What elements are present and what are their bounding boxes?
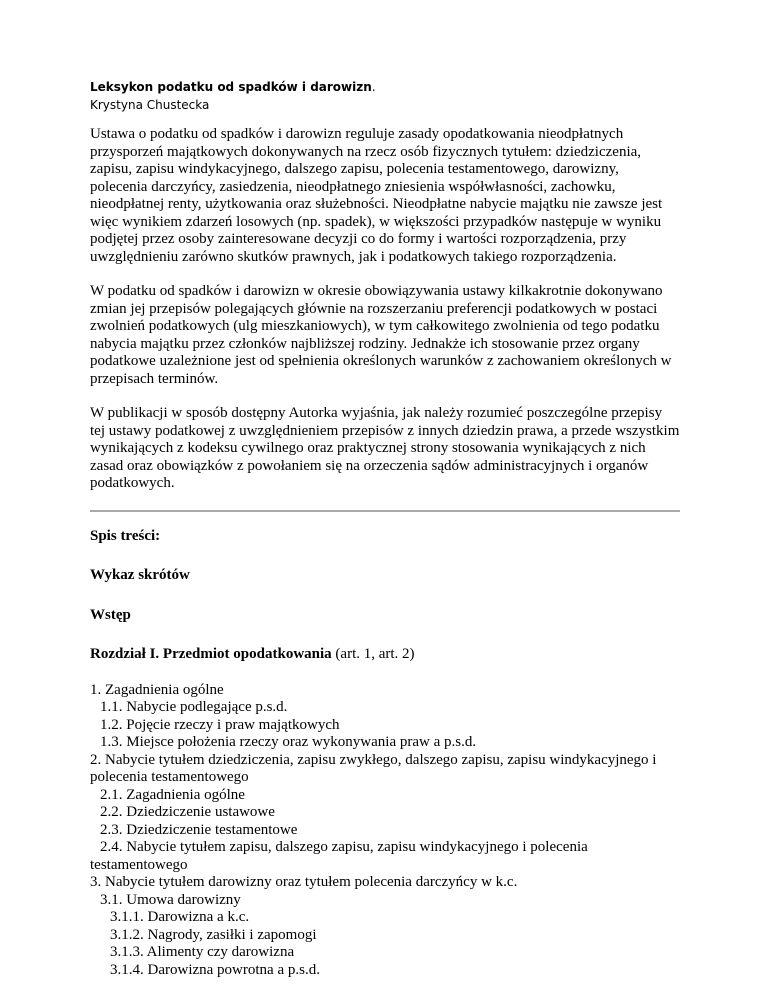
toc-item: 3.1.3. Alimenty czy darowizna <box>110 944 295 960</box>
document-author: Krystyna Chustecka <box>90 98 210 112</box>
toc-item: 1.3. Miejsce położenia rzeczy oraz wykonywania praw a p.s.d. <box>100 734 477 750</box>
paragraph: W podatku od spadków i darowizn w okresie obowiązywania ustawy kilkakrotnie dokonywano zmian jej przepisów polegających głównie na rozszerzaniu preferencji podatkowych w postaci zwolnień podatkowych (ulg mieszkaniowych), w tym całkowitego zwolnienia od tego podatku nabycia majątku przez członków najbliższej rodziny. Jednakże ich stosowanie przez organy podatkowe uzależnione jest od spełnienia określonych warunków z zachowaniem określonych w przepisach terminów. <box>90 283 672 387</box>
section-divider <box>90 510 680 512</box>
table-of-contents <box>90 682 680 980</box>
document-page <box>90 78 680 979</box>
paragraph: Ustawa o podatku od spadków i darowizn reguluje zasady opodatkowania nieodpłatnych przysporzeń majątkowych dokonywanych na rzecz osób fizycznych tytułem: dziedziczenia, zapisu, zapisu windykacyjnego, dalszego zapisu, polecenia testamentowego, darowizny, polecenia darczyńcy, zasiedzenia, nieodpłatnego zniesienia współwłasności, zachowku, nieodpłatnej renty, użytkowania oraz służebności. Nieodpłatne nabycie majątku nie zawsze jest więc wynikiem zdarzeń losowych (np. spadek), w większości przypadków następuje w wyniku podjętej przez osoby zainteresowane decyzji co do formy i wartości rozporządzenia, przy uwzględnieniu zarówno skutków prawnych, jak i podatkowych takiego rozporządzenia. <box>90 126 663 265</box>
toc-introduction: Wstęp <box>90 606 131 623</box>
chapter-title: Rozdział I. Przedmiot opodatkowania <box>90 646 332 662</box>
document-title <box>90 78 680 96</box>
toc-item: 2.2. Dziedziczenie ustawowe <box>100 804 275 820</box>
title-suffix: . <box>371 80 376 94</box>
toc-item: 2.3. Dziedziczenie testamentowe <box>100 821 298 838</box>
toc-item: 3.1. Umowa darowizny <box>100 891 241 908</box>
toc-item: 1. Zagadnienia ogólne <box>90 681 224 698</box>
toc-item-text: 2.4. Nabycie tytułem zapisu, dalszego zapisu, zapisu windykacyjnego i polecenia testamentowego <box>90 839 588 873</box>
chapter-heading <box>90 646 680 664</box>
toc-item: 2. Nabycie tytułem dziedziczenia, zapisu zwykłego, dalszego zapisu, zapisu windykacyjnego i polecenia testamentowego <box>90 751 657 785</box>
toc-item: 3.1.2. Nagrody, zasiłki i zapomogi <box>110 926 317 943</box>
toc-item: 3.1.4. Darowizna powrotna a p.s.d. <box>110 961 320 978</box>
paragraph: W publikacji w sposób dostępny Autorka wyjaśnia, jak należy rozumieć poszczególne przepisy tej ustawy podatkowej z uwzględnieniem przepisów z innych dziedzin prawa, a przede wszystkim wynikających z kodeksu cywilnego oraz praktycznej strony stosowania wynikających z nich zasad oraz obowiązków z powołaniem się na orzeczenia sądów administracyjnych i organów podatkowych. <box>90 405 680 491</box>
document-header <box>90 78 680 114</box>
title-text: Leksykon podatku od spadków i darowizn <box>90 80 372 94</box>
toc-item: 1.2. Pojęcie rzeczy i praw majątkowych <box>100 716 340 733</box>
toc-item: 1.1. Nabycie podlegające p.s.d. <box>100 699 288 715</box>
description <box>90 126 680 493</box>
toc-item <box>90 839 680 874</box>
toc-item: 3.1.1. Darowizna a k.c. <box>110 909 250 925</box>
toc-abbreviations: Wykaz skrótów <box>90 567 190 583</box>
chapter-reference: (art. 1, art. 2) <box>331 646 415 662</box>
toc-item: 2.1. Zagadnienia ogólne <box>100 786 245 803</box>
toc-item: 3. Nabycie tytułem darowizny oraz tytułem polecenia darczyńcy w k.c. <box>90 874 518 890</box>
toc-heading: Spis treści: <box>90 527 161 544</box>
